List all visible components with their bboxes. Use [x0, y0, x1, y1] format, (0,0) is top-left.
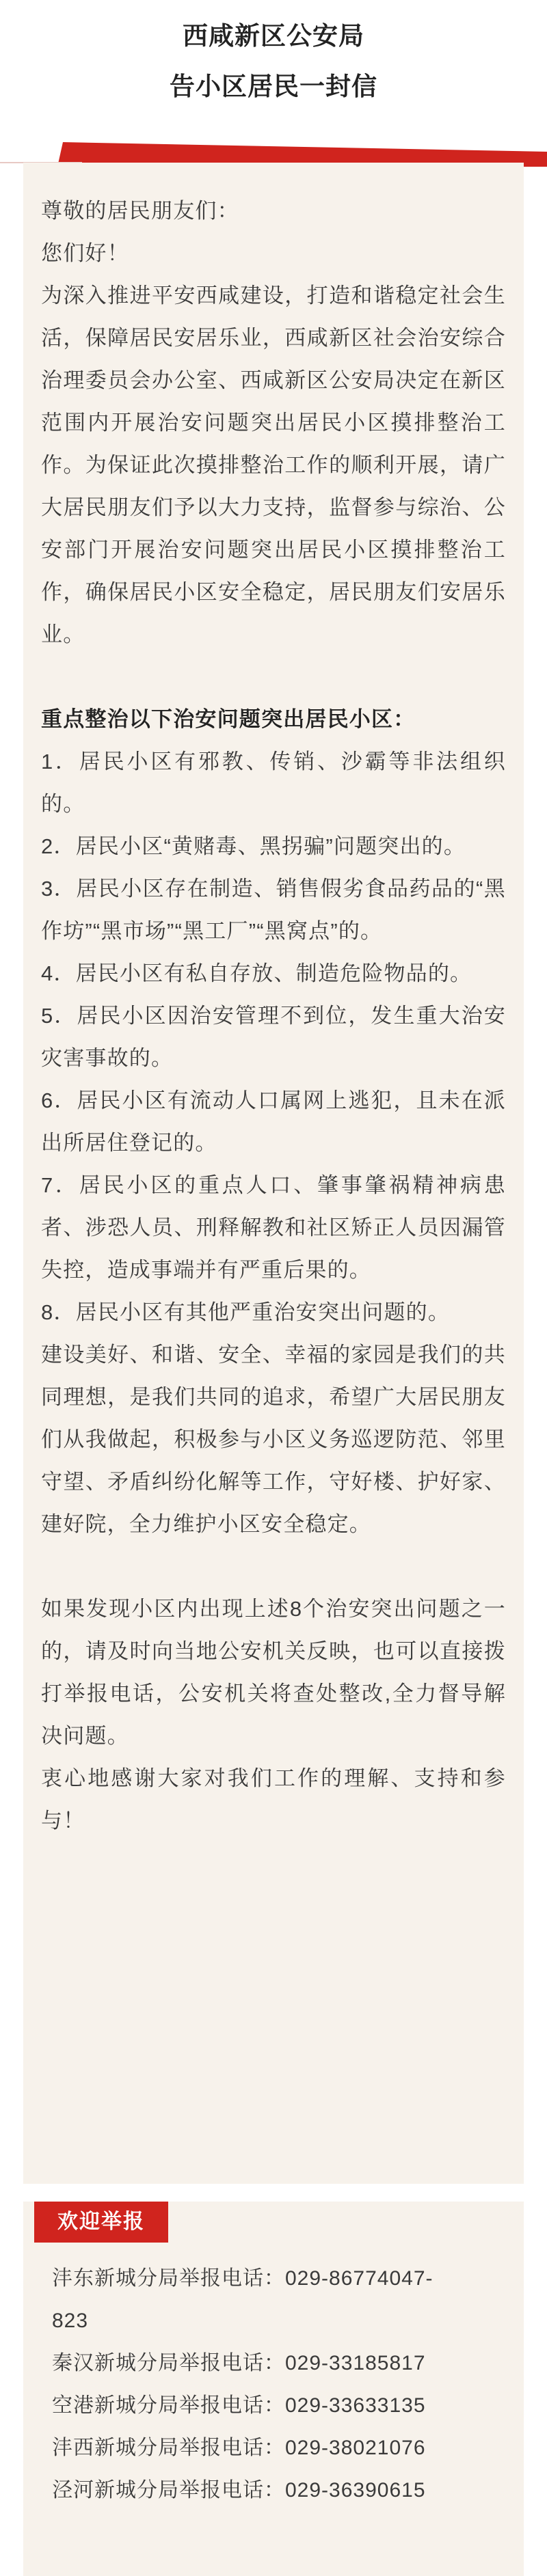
- hotline-list: [52, 2258, 503, 2512]
- hotline-line: 秦汉新城分局举报电话：029-33185817: [52, 2352, 426, 2374]
- letter-appeal: 建设美好、和谐、安全、幸福的家园是我们的共同理想，是我们共同的追求，希望广大居民朋友们从我做起，积极参与小区义务巡逻防范、邻里守望、矛盾纠纷化解等工作，守好楼、护好家、建好院，全力维护小区安全稳定。: [41, 1343, 506, 1536]
- list-item: 2．居民小区“黄赌毒、黑拐骗”问题突出的。: [41, 834, 466, 858]
- list-item: 5．居民小区因治安管理不到位，发生重大治安灾害事故的。: [41, 1004, 506, 1070]
- list-heading: 重点整治以下治安问题突出居民小区：: [41, 707, 416, 731]
- letter-salutation: 您们好！: [41, 241, 129, 265]
- list-item: 8．居民小区有其他严重治安突出问题的。: [41, 1300, 451, 1324]
- report-hotlines-box: [23, 2202, 524, 2576]
- hotline-line: 沣东新城分局举报电话：029-86774047-: [52, 2267, 433, 2290]
- hotline-line: 泾河新城分局举报电话：029-36390615: [52, 2479, 426, 2502]
- hotline-line: 空港新城分局举报电话：029-33633135: [52, 2394, 426, 2417]
- letter-body: [23, 163, 524, 2184]
- list-item: 4．居民小区有私自存放、制造危险物品的。: [41, 961, 472, 985]
- letter-header: [0, 0, 547, 157]
- list-item: 3．居民小区存在制造、销售假劣食品药品的“黑作坊”“黑市场”“黑工厂”“黑窝点”的。: [41, 877, 506, 943]
- hotline-line: 823: [52, 2310, 89, 2332]
- letter-thanks: 衷心地感谢大家对我们工作的理解、支持和参与！: [41, 1766, 506, 1833]
- letter-intro: 为深入推进平安西咸建设，打造和谐稳定社会生活，保障居民安居乐业，西咸新区社会治安综合治理委员会办公室、西咸新区公安局决定在新区范围内开展治安问题突出居民小区摸排整治工作。为保证此次摸排整治工作的顺利开展，请广大居民朋友们予以大力支持，监督参与综治、公安部门开展治安问题突出居民小区摸排整治工作，确保居民小区安全稳定，居民朋友们安居乐业。: [41, 284, 506, 646]
- list-item: 6．居民小区有流动人口属网上逃犯，且未在派出所居住登记的。: [41, 1088, 506, 1155]
- report-tag: 欢迎举报: [34, 2202, 168, 2243]
- page-subtitle: 告小区居民一封信: [170, 72, 377, 100]
- report-request: 如果发现小区内出现上述8个治安突出问题之一的，请及时向当地公安机关反映，也可以直接拨打举报电话，公安机关将查处整改,全力督导解决问题。: [41, 1597, 506, 1748]
- list-item: 7．居民小区的重点人口、肇事肇祸精神病患者、涉恐人员、刑释解教和社区矫正人员因漏管失控，造成事端并有严重后果的。: [41, 1173, 506, 1282]
- letter-greeting: 尊敬的居民朋友们：: [41, 199, 239, 223]
- page-title: 西咸新区公安局: [183, 22, 364, 50]
- list-item: 1．居民小区有邪教、传销、沙霸等非法组织的。: [41, 750, 506, 816]
- hotline-line: 沣西新城分局举报电话：029-38021076: [52, 2437, 426, 2459]
